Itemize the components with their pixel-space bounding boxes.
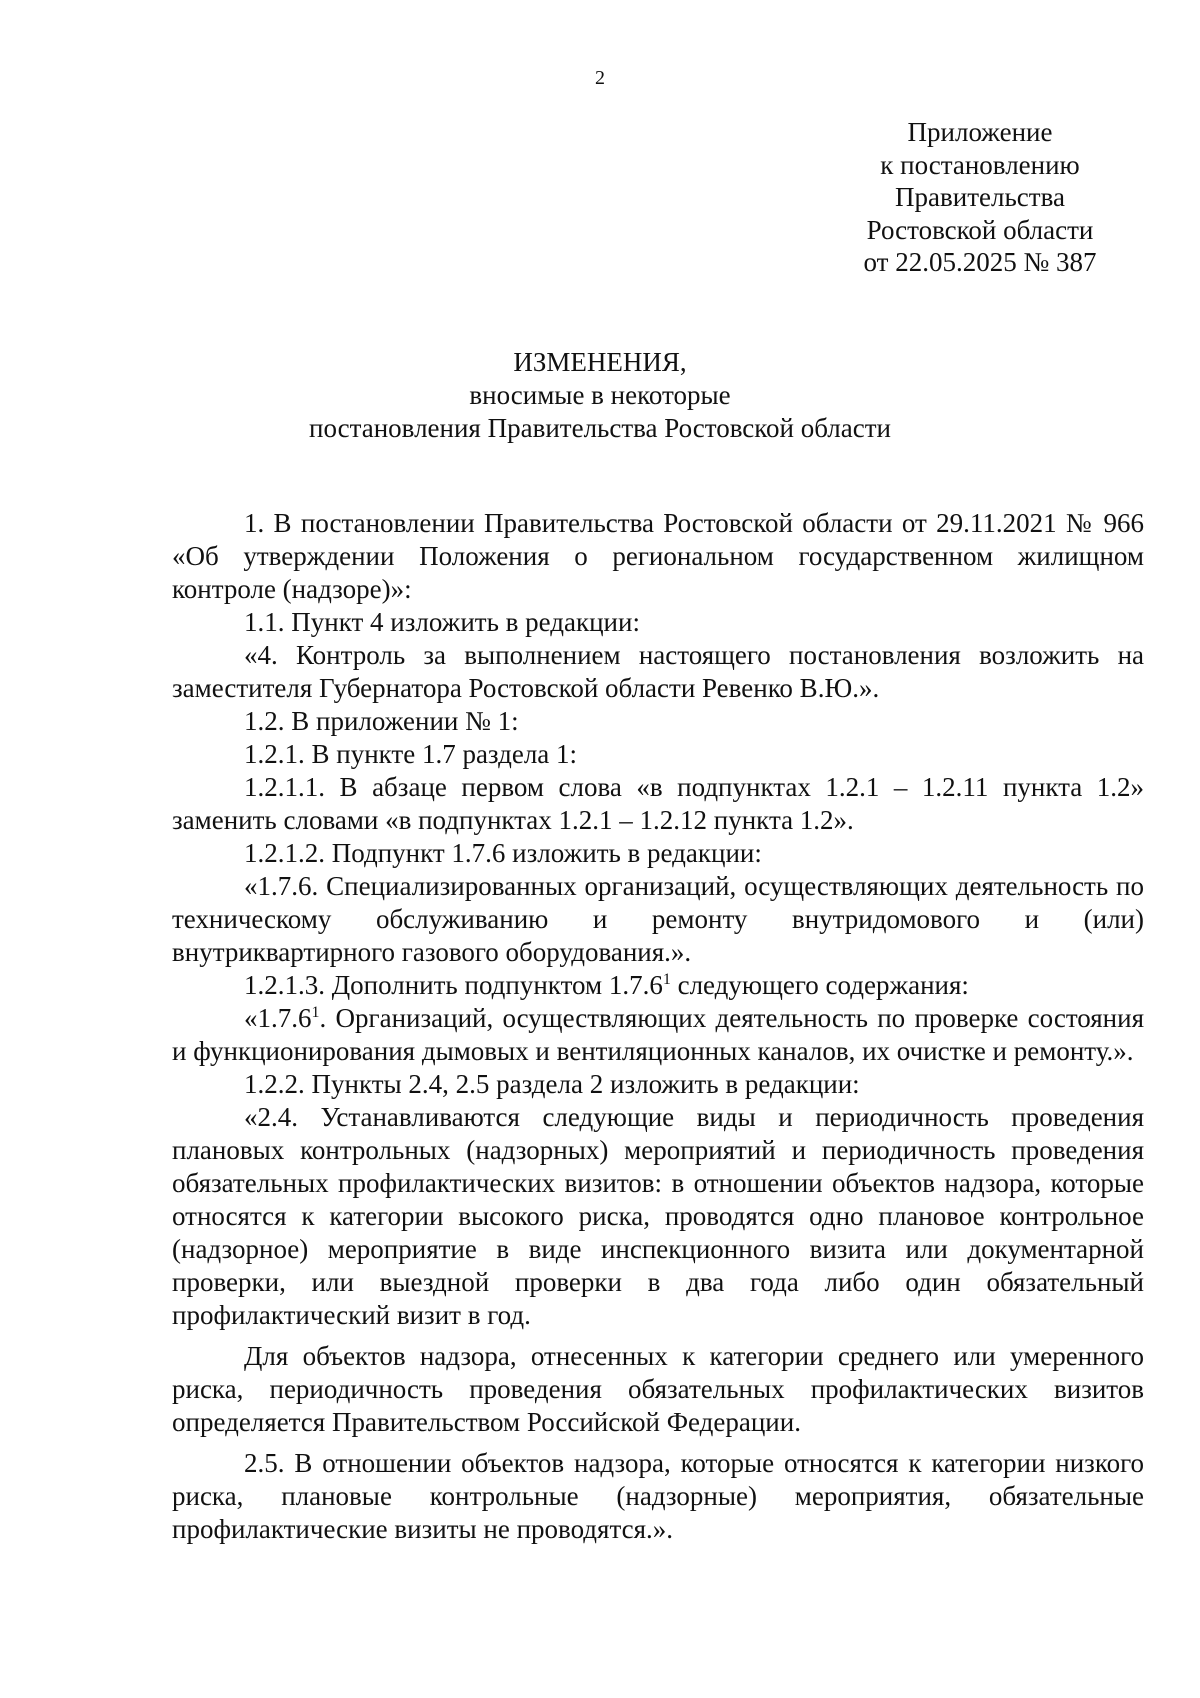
paragraph: 1.2. В приложении № 1:: [244, 706, 519, 736]
appendix-line: Ростовской области: [866, 214, 1094, 245]
paragraph: [172, 1002, 1144, 1068]
superscript: 1: [662, 971, 671, 988]
page-number: 2: [595, 67, 605, 89]
paragraph: Для объектов надзора, отнесенных к категории среднего или умеренного риска, периодичность проведения обязательных профилактических визитов определяется Правительством Российской Федерации.: [172, 1341, 1144, 1437]
paragraph: 1.2.2. Пункты 2.4, 2.5 раздела 2 изложить в редакции:: [244, 1069, 860, 1099]
paragraph: 1. В постановлении Правительства Ростовской области от 29.11.2021 № 966 «Об утверждении Положения о региональном государственном жилищном контроле (надзоре)»:: [172, 508, 1144, 604]
paragraph: «1.7.6. Специализированных организаций, осуществляющих деятельность по техническому обслуживанию и ремонту внутридомового и (или) внутриквартирного газового оборудования.».: [172, 871, 1144, 967]
superscript: 1: [311, 1004, 320, 1021]
document-body: [172, 507, 1144, 1546]
paragraph: «2.4. Устанавливаются следующие виды и периодичность проведения плановых контрольных (надзорных) мероприятий и периодичность проведения обязательных профилактических визитов: в отношении объектов надзора, которые относятся к категории высокого риска, проводятся одно плановое контрольное (надзорное) мероприятие в виде инспекционного визита или документарной проверки, или выездной проверки в два года либо один обязательный профилактический визит в год.: [172, 1102, 1144, 1330]
document-title: [0, 346, 1200, 445]
text-fragment: . Организаций, осуществляющих деятельность по проверке состояния и функционирования дымовых и вентиляционных каналов, их очистке и ремонту.».: [172, 1003, 1144, 1066]
text-fragment: следующего содержания:: [670, 970, 969, 1000]
appendix-line: Приложение: [907, 117, 1053, 147]
title-subtitle: вносимые в некоторые: [469, 380, 731, 410]
text-fragment: 1.2.1.3. Дополнить подпунктом 1.7.6: [244, 970, 663, 1000]
appendix-header: [830, 116, 1130, 279]
title-subtitle: постановления Правительства Ростовской области: [309, 413, 891, 443]
paragraph: «4. Контроль за выполнением настоящего постановления возложить на заместителя Губернатора Ростовской области Ревенко В.Ю.».: [172, 640, 1144, 703]
paragraph: [172, 969, 1144, 1002]
text-fragment: «1.7.6: [244, 1003, 312, 1033]
appendix-date-number: от 22.05.2025 № 387: [863, 247, 1097, 277]
paragraph: 2.5. В отношении объектов надзора, которые относятся к категории низкого риска, плановые контрольные (надзорные) мероприятия, обязательные профилактические визиты не проводятся.».: [172, 1448, 1144, 1544]
paragraph: 1.2.1.2. Подпункт 1.7.6 изложить в редакции:: [244, 838, 762, 868]
paragraph: 1.2.1. В пункте 1.7 раздела 1:: [244, 739, 578, 769]
title-heading: ИЗМЕНЕНИЯ,: [513, 347, 687, 377]
paragraph: 1.2.1.1. В абзаце первом слова «в подпунктах 1.2.1 – 1.2.11 пункта 1.2» заменить словами «в подпунктах 1.2.1 – 1.2.12 пункта 1.2».: [172, 772, 1144, 835]
paragraph: 1.1. Пункт 4 изложить в редакции:: [244, 607, 640, 637]
appendix-line: к постановлению: [880, 149, 1080, 180]
appendix-line: Правительства: [895, 182, 1065, 212]
